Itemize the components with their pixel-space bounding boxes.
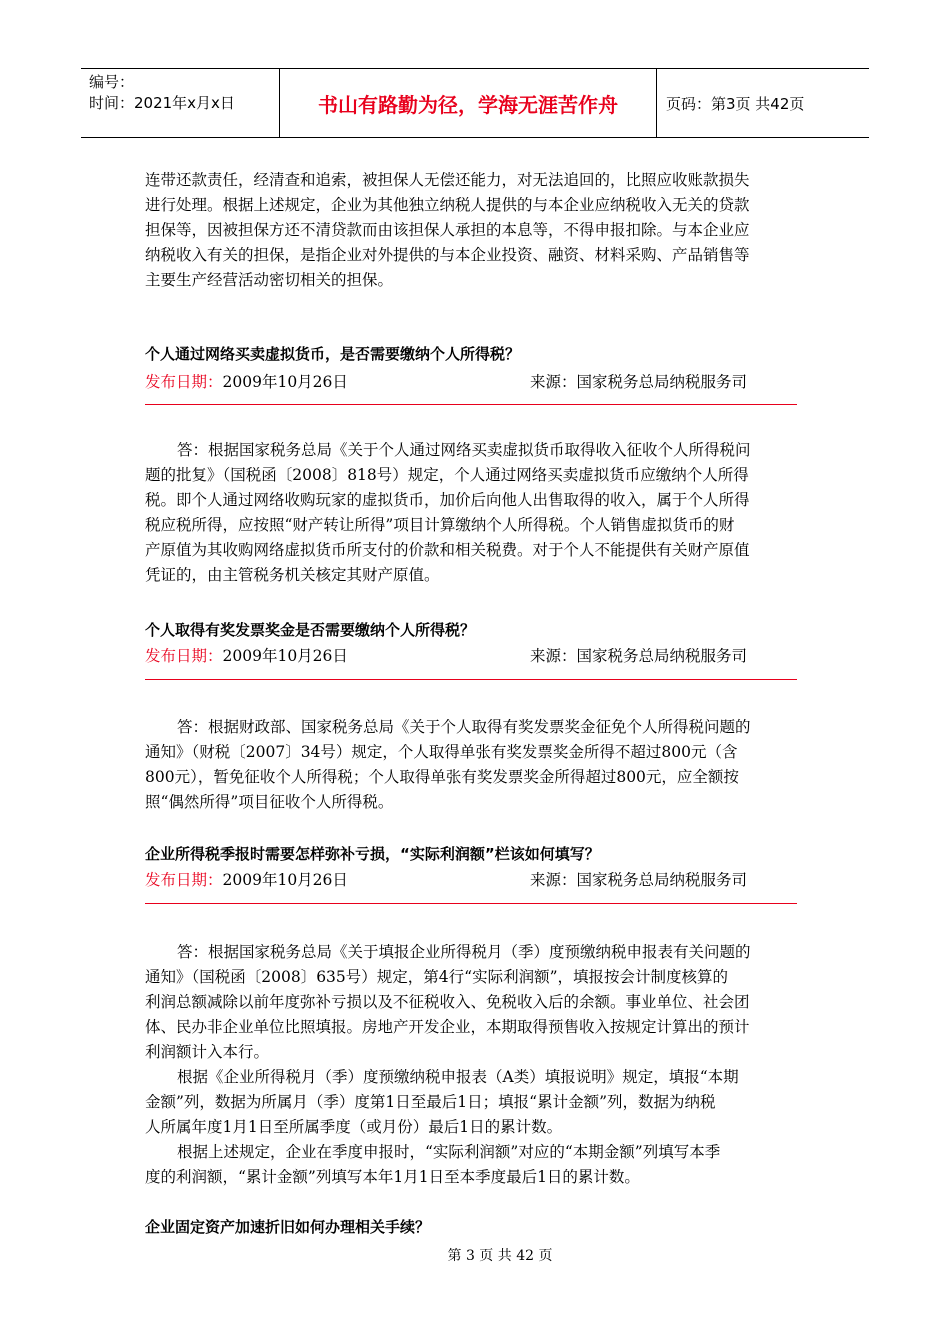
header-left-cell	[81, 69, 280, 137]
text-line: 通知》（财税〔2007〕34号）规定，个人取得单张有奖发票奖金所得不超过800元（含	[145, 743, 738, 761]
text-line: 纳税收入有关的担保，是指企业对外提供的与本企业投资、融资、材料采购、产品销售等	[145, 246, 750, 264]
text-line: 人所属年度1月1日至所属季度（或月份）最后1日的累计数。	[145, 1118, 563, 1136]
question-meta	[145, 868, 797, 890]
question-meta	[145, 370, 797, 392]
source-label: 来源：国家税务总局纳税服务司	[530, 373, 748, 391]
publish-date-label: 发布日期：	[145, 373, 223, 391]
text-line: 利润总额减除以前年度弥补亏损以及不征税收入、免税收入后的余额。事业单位、社会团	[145, 993, 750, 1011]
text-line: 税应税所得，应按照“财产转让所得”项目计算缴纳个人所得税。个人销售虚拟货币的财	[145, 516, 735, 534]
answer-paragraph	[145, 940, 810, 1190]
text-line: 连带还款责任，经清查和追索，被担保人无偿还能力，对无法追回的，比照应收账款损失	[145, 171, 750, 189]
document-time-label: 时间：2021年x月x日	[89, 94, 235, 112]
text-line: 税。即个人通过网络收购玩家的虚拟货币，加价后向他人出售取得的收入，属于个人所得	[145, 491, 750, 509]
question-title: 个人通过网络买卖虚拟货币，是否需要缴纳个人所得税？	[145, 345, 521, 363]
text-line: 根据上述规定，企业在季度申报时，“实际利润额”对应的“本期金额”列填写本季	[177, 1143, 721, 1161]
question-meta	[145, 644, 797, 666]
publish-date-label: 发布日期：	[145, 647, 223, 665]
answer-paragraph	[145, 438, 810, 588]
text-line: 凭证的，由主管税务机关核定其财产原值。	[145, 566, 440, 584]
source-label: 来源：国家税务总局纳税服务司	[530, 871, 748, 889]
question-title: 企业固定资产加速折旧如何办理相关手续？	[145, 1218, 431, 1236]
text-line: 利润额计入本行。	[145, 1043, 270, 1061]
text-line: 担保等，因被担保方还不清贷款而由该担保人承担的本息等，不得申报扣除。与本企业应	[145, 221, 750, 239]
text-line: 度的利润额，“累计金额”列填写本年1月1日至本季度最后1日的累计数。	[145, 1168, 640, 1186]
text-line: 题的批复》（国税函〔2008〕818号）规定，个人通过网络买卖虚拟货币应缴纳个人所得	[145, 466, 749, 484]
header-page-label: 页码：第3页 共42页	[666, 94, 805, 113]
text-line: 照“偶然所得”项目征收个人所得税。	[145, 793, 394, 811]
publish-date: 2009年10月26日	[222, 373, 348, 391]
publish-date: 2009年10月26日	[222, 871, 348, 889]
question-title: 个人取得有奖发票奖金是否需要缴纳个人所得税？	[145, 621, 476, 639]
text-line: 产原值为其收购网络虚拟货币所支付的价款和相关税费。对于个人不能提供有关财产原值	[145, 541, 750, 559]
text-line: 答：根据国家税务总局《关于填报企业所得税月（季）度预缴纳税申报表有关问题的	[177, 943, 751, 961]
publish-date-label: 发布日期：	[145, 871, 223, 889]
intro-paragraph	[145, 168, 810, 293]
publish-date: 2009年10月26日	[222, 647, 348, 665]
text-line: 通知》（国税函〔2008〕635号）规定，第4行“实际利润额”，填报按会计制度核算的	[145, 968, 728, 986]
header-motto: 书山有路勤为径，学海无涯苦作舟	[280, 69, 657, 137]
page-footer: 第 3 页 共 42 页	[447, 1248, 553, 1264]
text-line: 金额”列，数据为所属月（季）度第1日至最后1日；填报“累计金额”列，数据为纳税	[145, 1093, 716, 1111]
text-line: 根据《企业所得税月（季）度预缴纳税申报表（A类）填报说明》规定，填报“本期	[177, 1068, 739, 1086]
text-line: 800元），暂免征收个人所得税；个人取得单张有奖发票奖金所得超过800元，应全额按	[145, 768, 739, 786]
document-number-label: 编号：	[89, 73, 135, 91]
text-line: 体、民办非企业单位比照填报。房地产开发企业，本期取得预售收入按规定计算出的预计	[145, 1018, 750, 1036]
text-line: 进行处理。根据上述规定，企业为其他独立纳税人提供的与本企业应纳税收入无关的贷款	[145, 196, 750, 214]
text-line: 答：根据国家税务总局《关于个人通过网络买卖虚拟货币取得收入征收个人所得税问	[177, 441, 751, 459]
source-label: 来源：国家税务总局纳税服务司	[530, 647, 748, 665]
text-line: 主要生产经营活动密切相关的担保。	[145, 271, 394, 289]
red-divider	[145, 404, 797, 405]
red-divider	[145, 679, 797, 680]
red-divider	[145, 903, 797, 904]
text-line: 答：根据财政部、国家税务总局《关于个人取得有奖发票奖金征免个人所得税问题的	[177, 718, 751, 736]
question-title: 企业所得税季报时需要怎样弥补亏损，“实际利润额”栏该如何填写？	[145, 845, 600, 863]
answer-paragraph	[145, 715, 810, 815]
page-header	[81, 68, 869, 138]
